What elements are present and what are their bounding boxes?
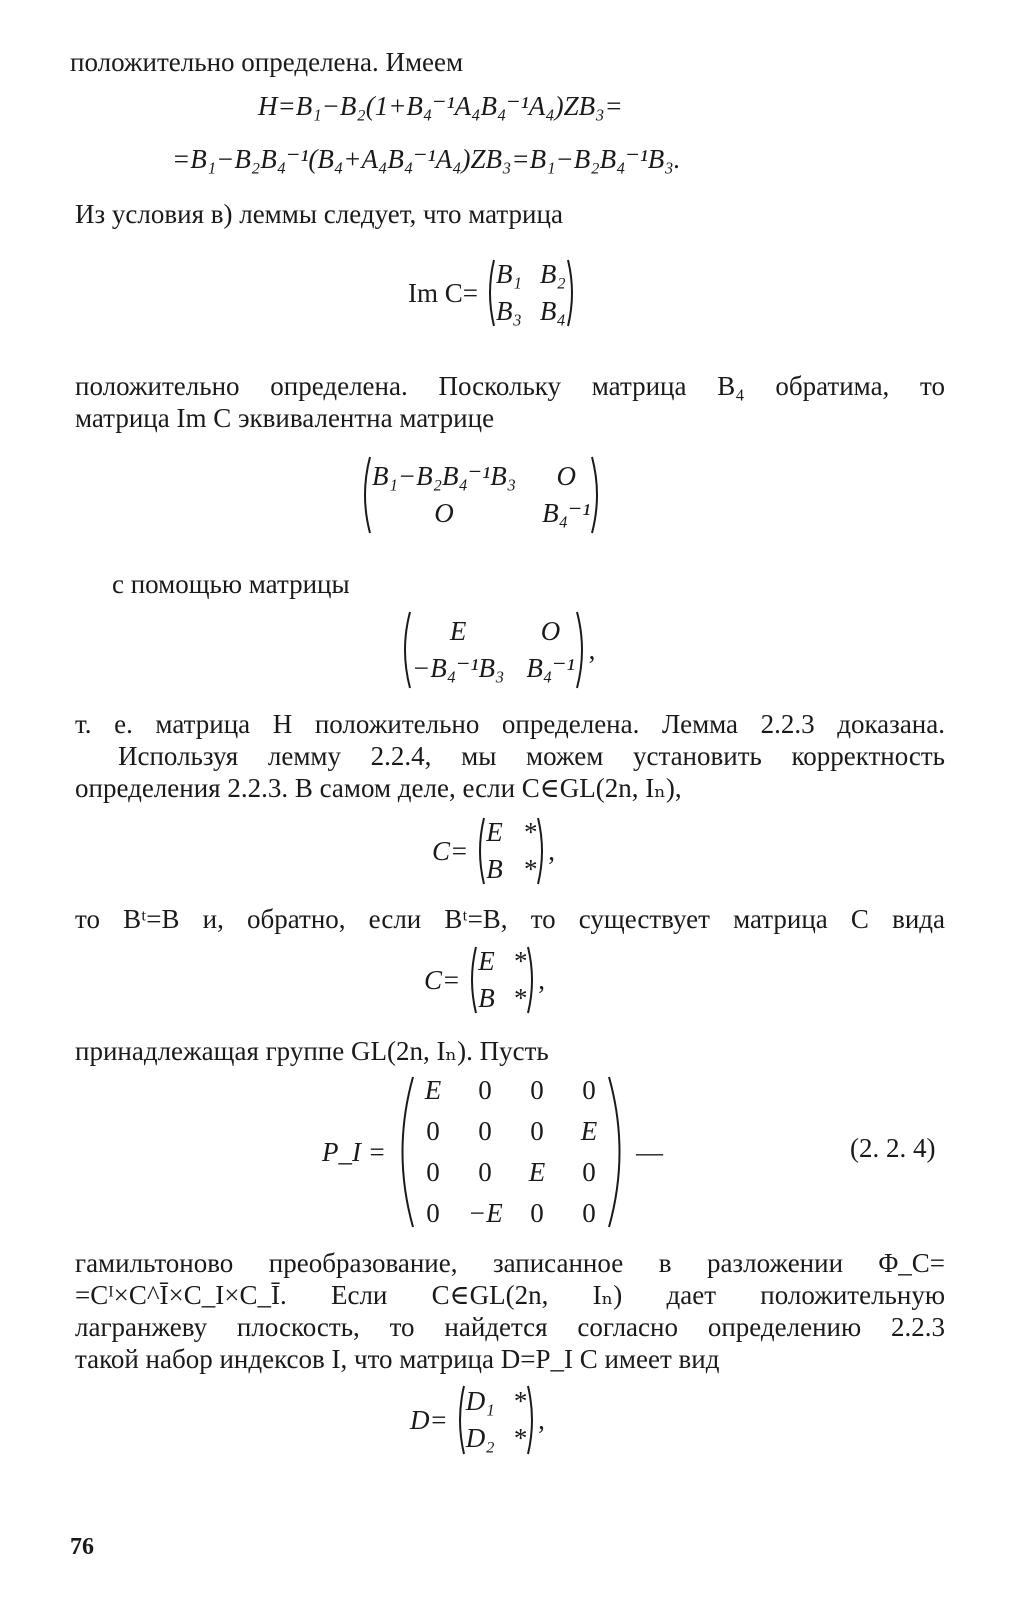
matrix-cell: O [540, 616, 561, 646]
matrix-cell: 0 [530, 1116, 544, 1146]
text-line-5: с помощью матрицы [112, 569, 350, 599]
equation-d-matrix [410, 1384, 545, 1456]
left-paren-icon [474, 816, 486, 886]
matrix-cell: E [528, 1157, 546, 1187]
matrix-cell: O [434, 498, 454, 528]
text-line-7: Используя лемму 2.2.4, мы можем установить корректность [118, 741, 945, 771]
matrix-cells [416, 1075, 606, 1229]
matrix-cell: B [478, 983, 495, 1013]
matrix-cells [466, 1386, 526, 1454]
equation-number: (2. 2. 4) [850, 1133, 936, 1163]
right-paren-icon [566, 258, 578, 328]
matrix-cell: B₁ [495, 259, 522, 289]
matrix-cell: E [424, 1075, 442, 1105]
equation-h-line-2: =B₁−B₂B₄⁻¹(B₄+A₄B₄⁻¹A₄)ZB₃=B₁−B₂B₄⁻¹B₃. [172, 144, 681, 174]
text-line-11: гамильтоново преобразование, записанное в разложении Φ_C= [75, 1248, 945, 1278]
equation-helper-matrix [398, 610, 595, 690]
right-paren-icon [590, 455, 604, 535]
matrix-cell: −B₄⁻¹B₃ [412, 653, 505, 683]
matrix-cell: * [512, 983, 527, 1013]
text-line-6: т. е. матрица H положительно определена. Лемма 2.2.3 доказана. [75, 709, 945, 739]
text-line-8: определения 2.2.3. В самом деле, если C∈GL(2n, Iₙ), [75, 773, 682, 803]
left-paren-icon [390, 1074, 416, 1230]
matrix-cell: B₂ [539, 259, 566, 289]
matrix-cell: * [512, 946, 527, 976]
text-line-12: =Cᴵ×C^Ī×C_I×C_Ī. Если C∈GL(2n, Iₙ) дает положительную [75, 1280, 945, 1310]
right-paren-icon [526, 1384, 538, 1456]
matrix-cell: 0 [426, 1157, 440, 1187]
text-line-9: то Bᵗ=B и, обратно, если Bᵗ=B, то существует матрица C вида [75, 904, 945, 934]
matrix-cell: B₄ [539, 296, 566, 326]
matrix-cell: 0 [582, 1075, 596, 1105]
right-paren-icon [575, 610, 589, 690]
matrix-cell: 0 [478, 1157, 492, 1187]
text-line-3: положительно определена. Поскольку матрица B₄ обратима, то [75, 371, 945, 401]
matrix-cell: * [512, 1386, 527, 1416]
text-line-1: положительно определена. Имеем [70, 47, 464, 77]
matrix-cell: O [556, 461, 576, 491]
left-paren-icon [358, 455, 372, 535]
matrix-cell: D₁ [465, 1386, 495, 1416]
matrix-cell: * [522, 854, 537, 884]
matrix-cells [412, 616, 575, 684]
right-paren-icon [536, 816, 548, 886]
matrix-cell: E [580, 1116, 598, 1146]
equation-lhs: D= [410, 1404, 448, 1435]
text-line-10: принадлежащая группе GL(2n, Iₙ). Пусть [75, 1036, 549, 1066]
left-paren-icon [454, 1384, 466, 1456]
text-line-2: Из условия в) леммы следует, что матрица [75, 199, 563, 229]
matrix-cells [496, 259, 566, 327]
equation-im-c [408, 258, 578, 328]
matrix-cells [372, 461, 590, 529]
matrix-cell: B₄⁻¹ [542, 498, 591, 528]
text-line-13: лагранжеву плоскость, то найдется согласно определению 2.2.3 [75, 1312, 945, 1342]
equation-trailing-comma: , [538, 1404, 545, 1435]
matrix-cell: B [486, 854, 503, 884]
right-paren-icon [606, 1074, 632, 1230]
matrix-cell: * [522, 817, 537, 847]
matrix-cell: E [486, 817, 503, 847]
equation-p-i-matrix [322, 1074, 663, 1230]
equation-trailing-comma: , [588, 634, 596, 665]
text-line-14: такой набор индексов I, что матрица D=P_I C имеет вид [75, 1344, 720, 1374]
matrix-cell: 0 [478, 1116, 492, 1146]
matrix-cell: 0 [426, 1116, 440, 1146]
page-number: 76 [70, 1534, 94, 1560]
matrix-cell: B₄⁻¹ [526, 653, 575, 683]
matrix-cell: 0 [582, 1157, 596, 1187]
text-line-4: матрица Im C эквивалентна матрице [75, 403, 495, 433]
matrix-cell: −E [467, 1198, 503, 1228]
matrix-cell: E [449, 616, 467, 646]
matrix-cell: B₃ [495, 296, 522, 326]
matrix-cell: 0 [530, 1198, 544, 1228]
matrix-cell: 0 [478, 1075, 492, 1105]
matrix-cell: 0 [582, 1198, 596, 1228]
equation-c-matrix-2 [424, 945, 545, 1015]
matrix-cell: 0 [426, 1198, 440, 1228]
left-paren-icon [398, 610, 412, 690]
equation-equivalent-matrix [358, 455, 604, 535]
matrix-cell: E [478, 946, 495, 976]
left-paren-icon [484, 258, 496, 328]
equation-lhs: Im C= [408, 277, 478, 308]
matrix-cell: 0 [530, 1075, 544, 1105]
equation-trailing-dash: — [635, 1136, 663, 1167]
matrix-cell: B₁−B₂B₄⁻¹B₃ [372, 461, 517, 491]
equation-lhs: C= [424, 964, 461, 995]
equation-lhs: P_I = [322, 1136, 386, 1167]
equation-lhs: C= [432, 835, 469, 866]
matrix-cell: D₂ [465, 1423, 495, 1453]
equation-trailing-comma: , [538, 964, 545, 995]
equation-c-matrix-1 [432, 816, 555, 886]
equation-trailing-comma: , [548, 835, 555, 866]
matrix-cells [486, 817, 536, 885]
right-paren-icon [526, 945, 538, 1015]
matrix-cells [478, 946, 526, 1014]
left-paren-icon [466, 945, 478, 1015]
equation-h-line-1: H=B₁−B₂(1+B₄⁻¹A₄B₄⁻¹A₄)ZB₃= [258, 91, 623, 121]
matrix-cell: * [512, 1423, 527, 1453]
